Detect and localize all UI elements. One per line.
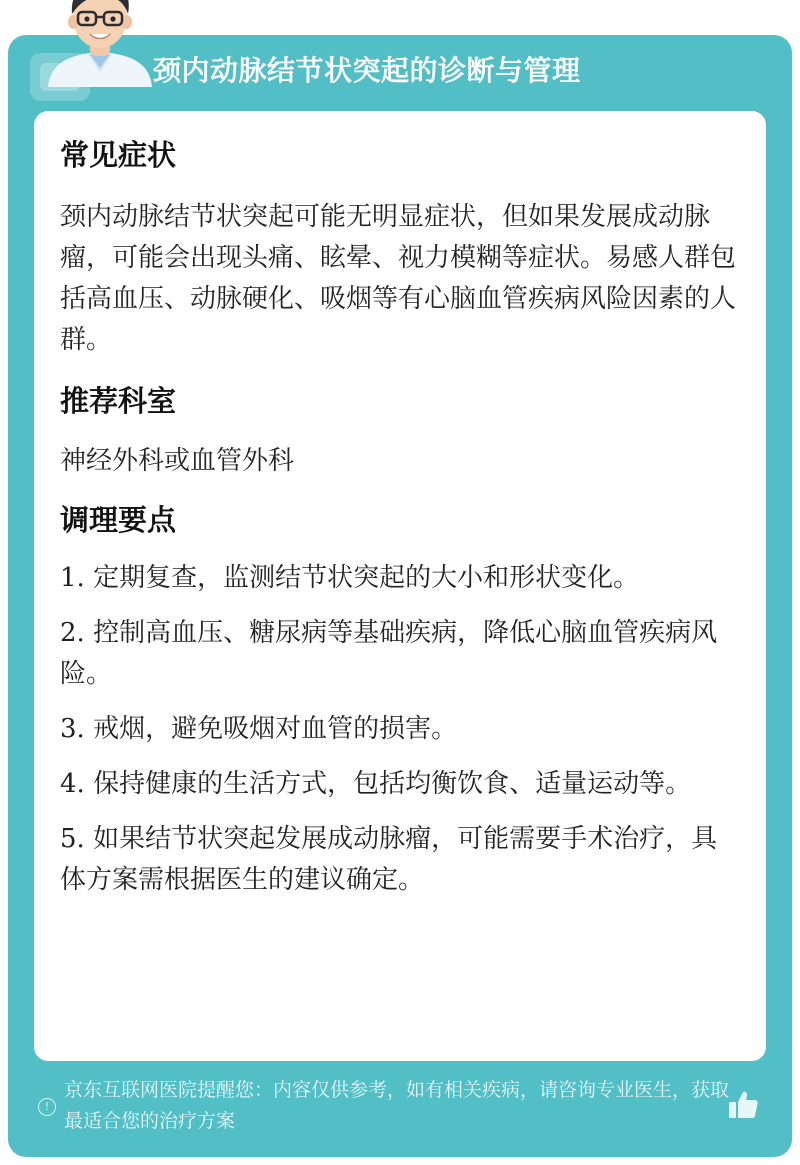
list-item-number: 1.	[60, 563, 85, 593]
page-title: 颈内动脉结节状突起的诊断与管理	[153, 54, 581, 87]
doctor-avatar	[40, 0, 160, 87]
list-item-text: 如果结节状突起发展成动脉瘤，可能需要手术治疗，具体方案需根据医生的建议确定。	[60, 824, 718, 895]
article-card	[8, 35, 792, 1157]
info-icon: !	[38, 1098, 56, 1116]
list-item	[60, 558, 740, 599]
list-item	[60, 709, 740, 750]
disclaimer-text: 京东互联网医院提醒您：内容仅供参考，如有相关疾病，请咨询专业医生，获取最适合您的治疗方案	[64, 1079, 730, 1132]
list-item-text: 戒烟，避免吸烟对血管的损害。	[84, 714, 458, 744]
list-item-number: 2.	[60, 618, 85, 648]
list-item-text: 控制高血压、糖尿病等基础疾病，降低心脑血管疾病风险。	[60, 618, 718, 689]
list-item	[60, 613, 740, 695]
department-title: 推荐科室	[60, 384, 177, 418]
department-text: 神经外科或血管外科	[60, 446, 295, 476]
list-item-text: 保持健康的生活方式，包括均衡饮食、适量运动等。	[84, 769, 692, 799]
thumbs-up-icon[interactable]	[726, 1088, 760, 1122]
list-item	[60, 819, 740, 901]
care-list	[60, 558, 740, 901]
symptoms-text: 颈内动脉结节状突起可能无明显症状，但如果发展成动脉瘤，可能会出现头痛、眩晕、视力模糊等症状。易感人群包括高血压、动脉硬化、吸烟等有心脑血管疾病风险因素的人群。	[60, 202, 737, 355]
list-item-number: 5.	[60, 824, 85, 854]
care-title: 调理要点	[60, 503, 177, 537]
list-item-number: 4.	[60, 769, 85, 799]
list-item-text: 定期复查，监测结节状突起的大小和形状变化。	[84, 563, 640, 593]
list-item	[60, 764, 740, 805]
content-panel	[34, 111, 766, 1061]
symptoms-title: 常见症状	[60, 138, 177, 172]
list-item-number: 3.	[60, 714, 85, 744]
